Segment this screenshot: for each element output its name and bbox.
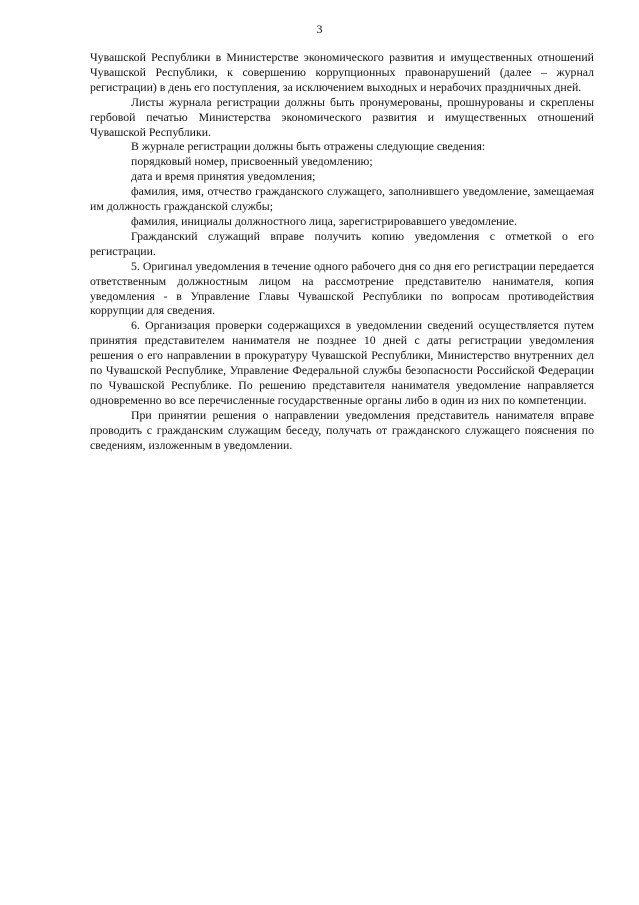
paragraph: дата и время принятия уведомления; [131, 169, 316, 184]
paragraph: фамилия, инициалы должностного лица, зарегистрировавшего уведомление. [131, 213, 517, 228]
document-body [90, 50, 594, 452]
paragraph: порядковый номер, присвоенный уведомлению; [131, 154, 373, 169]
paragraph: 5. Оригинал уведомления в течение одного рабочего дня со дня его регистрации передается ответственным должностным лицом на рассмотрение представителю нанимателя, копия уведомления - в Управление Главы Чувашской Республики по вопросам противодействия коррупции для сведения. [90, 258, 594, 318]
paragraph: Гражданский служащий вправе получить копию уведомления с отметкой о его регистрации. [90, 228, 594, 258]
page-number: 3 [316, 22, 323, 36]
paragraph: Листы журнала регистрации должны быть пронумерованы, прошнурованы и скреплены гербовой печатью Министерства экономического развития и имущественных отношений Чувашской Республики. [90, 94, 594, 139]
paragraph: В журнале регистрации должны быть отражены следующие сведения: [131, 139, 486, 154]
paragraph: При принятии решения о направлении уведомления представитель нанимателя вправе проводить с гражданским служащим беседу, получать от гражданского служащего пояснения по сведениям, изложенным в уведомлении. [90, 407, 594, 452]
paragraph: фамилия, имя, отчество гражданского служащего, заполнившего уведомление, замещаемая им должность гражданской службы; [90, 184, 594, 214]
paragraph: Чувашской Республики в Министерстве экономического развития и имущественных отношений Чувашской Республики, к совершению коррупционных правонарушений (далее – журнал регистрации) в день его поступления, за исключением выходных и нерабочих праздничных дней. [90, 50, 594, 94]
paragraph: 6. Организация проверки содержащихся в уведомлении сведений осуществляется путем принятия представителем нанимателя не позднее 10 дней с даты регистрации уведомления решения о его направлении в прокуратуру Чувашской Республики, Министерство внутренних дел по Чувашской Республике, Управление Федеральной службы безопасности Российской Федерации по Чувашской Республике. По решению представителя нанимателя уведомление направляется одновременно во все перечисленные государственные органы либо в один из них по компетенции. [90, 318, 594, 407]
